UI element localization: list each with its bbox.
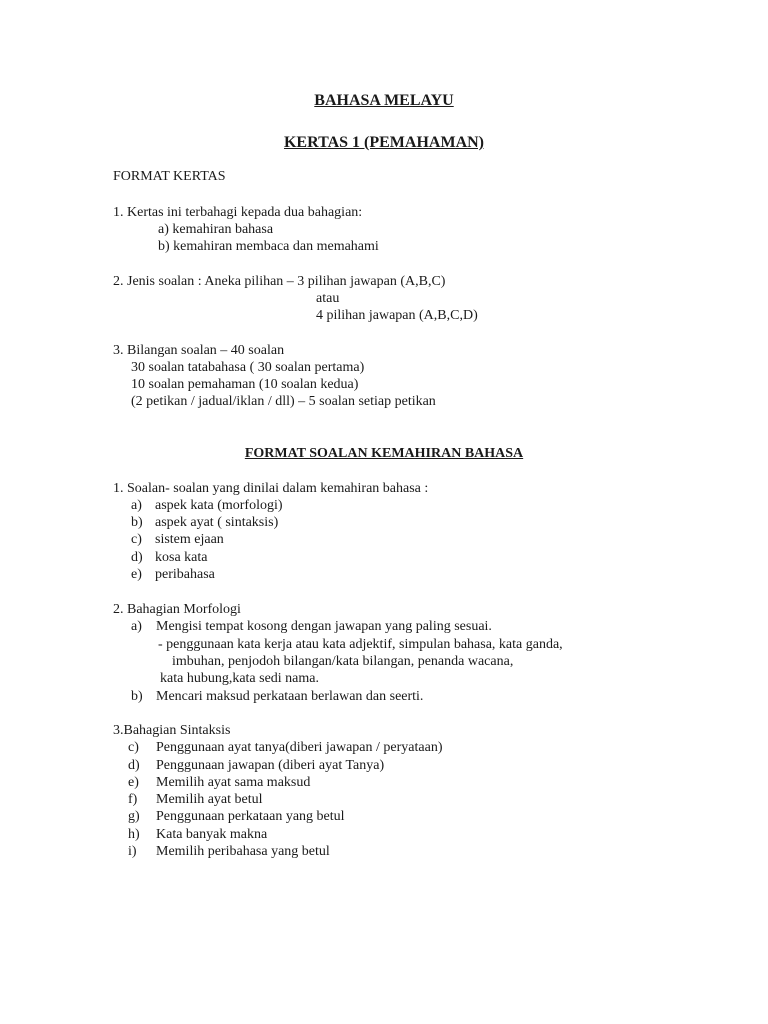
s3-item-label: d) [128,758,140,773]
s3-item-text: Penggunaan ayat tanya(diberi jawapan / peryataan) [156,740,443,755]
s1-item-label: b) [131,515,143,530]
item-2-text: 2. Jenis soalan : Aneka pilihan – 3 pilihan jawapan (A,B,C) [113,274,446,289]
s1-item-label: a) [131,498,142,513]
s2-item-a-text: Mengisi tempat kosong dengan jawapan yang paling sesuai. [156,619,492,634]
s1-item-text: aspek kata (morfologi) [155,498,283,513]
s2-bullet-2: imbuhan, penjodoh bilangan/kata bilangan, penanda wacana, [172,654,514,669]
s3-item [128,791,263,808]
s3-item-label: e) [128,775,139,790]
s3-item-text: Kata banyak makna [156,827,268,842]
s1-item-text: sistem ejaan [155,532,224,547]
s2-item-b-text: Mencari maksud perkataan berlawan dan seerti. [156,689,424,704]
s3-item [128,739,442,756]
item-3-text: 3. Bilangan soalan – 40 soalan [113,343,285,358]
s1-item-label: d) [131,550,143,565]
s1-item [131,566,215,583]
s3-item-text: Memilih peribahasa yang betul [156,844,330,859]
item-2-or: atau [316,291,340,306]
s2-text: 2. Bahagian Morfologi [113,602,241,617]
s1-item [131,531,224,548]
item-1-b: b) kemahiran membaca dan memahami [158,239,379,254]
s2-bullet-1: - penggunaan kata kerja atau kata adjektif, simpulan bahasa, kata ganda, [158,637,563,652]
s3-item [128,757,384,774]
s3-item-label: h) [128,827,140,842]
s3-item [128,808,345,825]
s1-text: 1. Soalan- soalan yang dinilai dalam kemahiran bahasa : [113,481,429,496]
s1-item-text: peribahasa [155,567,215,582]
s1-item-text: kosa kata [155,550,208,565]
s2-item-b [131,688,423,705]
s1-item-label: e) [131,567,142,582]
s3-item-text: Memilih ayat sama maksud [156,775,311,790]
s2-item-b-label: b) [131,689,143,704]
s1-item [131,497,283,514]
s3-item-text: Penggunaan jawapan (diberi ayat Tanya) [156,758,385,773]
format-heading: FORMAT KERTAS [113,169,226,184]
s1-item-text: aspek ayat ( sintaksis) [155,515,279,530]
document-subtitle: KERTAS 1 (PEMAHAMAN) [283,134,484,151]
item-3-line-1: 30 soalan tatabahasa ( 30 soalan pertama) [131,360,365,375]
s2-item-a-label: a) [131,619,142,634]
s1-item [131,549,207,566]
item-2-alt: 4 pilihan jawapan (A,B,C,D) [316,308,478,323]
s3-item-label: c) [128,740,139,755]
item-1-text: 1. Kertas ini terbahagi kepada dua bahagian: [113,205,363,220]
item-3-line-3: (2 petikan / jadual/iklan / dll) – 5 soalan setiap petikan [131,394,436,409]
document-title: BAHASA MELAYU [314,92,454,109]
s2-item-a [131,618,492,635]
s3-item [128,774,310,791]
s3-item [128,843,330,860]
s3-text: 3.Bahagian Sintaksis [113,723,231,738]
s3-item [128,826,267,843]
s3-item-text: Memilih ayat betul [156,792,263,807]
s3-item-label: f) [128,792,138,807]
item-1-a: a) kemahiran bahasa [158,222,274,237]
s2-bullet-3: kata hubung,kata sedi nama. [160,671,320,686]
item-3-line-2: 10 soalan pemahaman (10 soalan kedua) [131,377,359,392]
s1-item-label: c) [131,532,142,547]
s3-item-label: i) [128,844,137,859]
s3-item-label: g) [128,809,140,824]
s3-item-text: Penggunaan perkataan yang betul [156,809,345,824]
s1-item [131,514,278,531]
section-2-heading: FORMAT SOALAN KEMAHIRAN BAHASA [244,446,524,461]
